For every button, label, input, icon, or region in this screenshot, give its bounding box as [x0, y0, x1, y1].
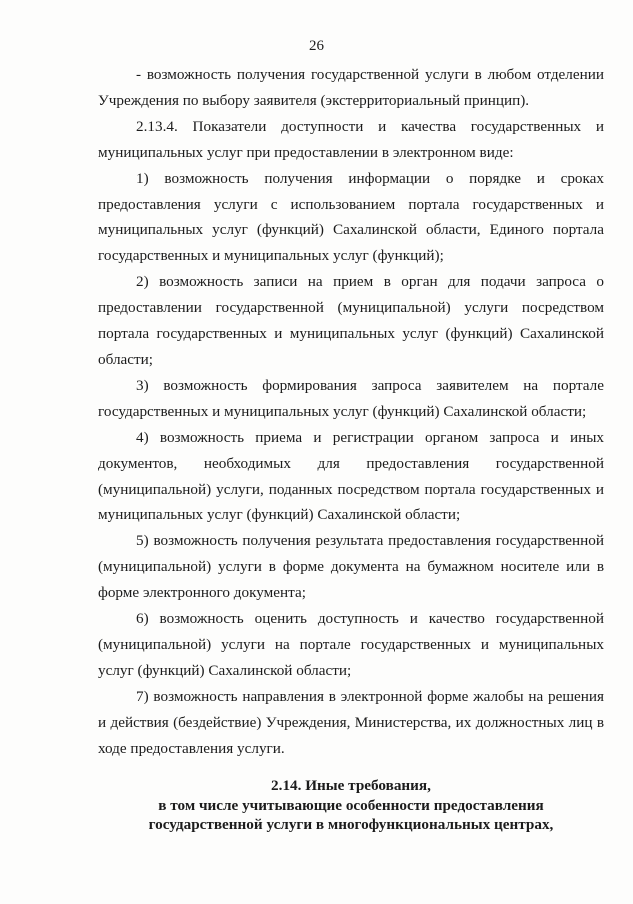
section-heading-line-2: в том числе учитывающие особенности предоставления: [158, 796, 544, 814]
list-item-3: 3) возможность формирования запроса заявителем на портале государственных и муниципальных услуг (функций) Сахалинской области;: [98, 376, 604, 420]
list-item-5: 5) возможность получения результата предоставления государственной (муниципальной) услуги в форме документа на бумажном носителе или в форме электронного документа;: [98, 532, 604, 602]
list-item-7: 7) возможность направления в электронной форме жалобы на решения и действия (бездействие) Учреждения, Министерства, их должностных лиц в ходе предоставления услуги.: [98, 687, 604, 757]
paragraph-extraterritorial: - возможность получения государственной услуги в любом отделении Учреждения по выбору заявителя (экстерриториальный принцип).: [98, 66, 604, 109]
section-heading-line-1: 2.14. Иные требования,: [271, 777, 431, 794]
section-heading-line-3: государственной услуги в многофункциональных центрах,: [148, 816, 554, 833]
list-item-2: 2) возможность записи на прием в орган для подачи запроса о предоставлении государственной (муниципальной) услуги посредством портала государственных и муниципальных услуг (функций) Сахалинской области;: [98, 273, 604, 368]
section-heading-2-14: [98, 776, 604, 835]
list-item-1: 1) возможность получения информации о порядке и сроках предоставления услуги с использованием портала государственных и муниципальных услуг (функций) Сахалинской области, Единого портала государственных и муниципальных услуг (функций);: [98, 169, 604, 265]
paragraph-2-13-4-title: 2.13.4. Показатели доступности и качества государственных и муниципальных услуг при предоставлении в электронном виде:: [98, 117, 604, 161]
list-item-6: 6) возможность оценить доступность и качество государственной (муниципальной) услуги на портале государственных и муниципальных услуг (функций) Сахалинской области;: [98, 610, 604, 679]
list-item-4: 4) возможность приема и регистрации органом запроса и иных документов, необходимых для предоставления государственной (муниципальной) услуги, поданных посредством портала государственных и муниципальных услуг (функций) Сахалинской области;: [98, 428, 604, 524]
document-body: [98, 62, 604, 761]
page-number: 26: [309, 38, 324, 54]
